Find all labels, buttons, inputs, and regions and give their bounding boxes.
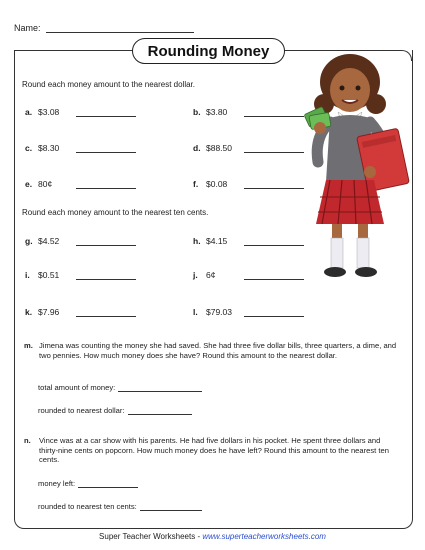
name-input-line[interactable] (46, 32, 194, 33)
answer-blank[interactable] (76, 144, 136, 153)
answer-blank[interactable] (76, 180, 136, 189)
student-illustration (300, 52, 420, 292)
problem-amount: $88.50 (206, 143, 232, 153)
word-problem-m (24, 341, 404, 373)
problem-i (25, 270, 136, 280)
problem-h (193, 236, 304, 246)
answer-blank[interactable] (140, 502, 202, 511)
problem-amount: $8.30 (38, 143, 60, 153)
problem-d (193, 143, 304, 153)
answer-total (38, 383, 202, 392)
problem-label: k. (25, 307, 33, 317)
answer-label: money left: (38, 479, 76, 488)
problem-a (25, 107, 136, 117)
problem-label: e. (25, 179, 33, 189)
problem-amount: $7.96 (38, 307, 60, 317)
answer-blank[interactable] (76, 271, 136, 280)
problem-amount: $0.51 (38, 270, 60, 280)
problem-label: c. (25, 143, 33, 153)
answer-blank[interactable] (244, 271, 304, 280)
problem-label: h. (193, 236, 201, 246)
problem-f (193, 179, 304, 189)
problem-amount: $4.15 (206, 236, 228, 246)
problem-amount: 80¢ (38, 179, 53, 189)
problem-label: b. (193, 107, 201, 117)
problem-c (25, 143, 136, 153)
problem-j (193, 270, 304, 280)
answer-blank[interactable] (244, 144, 304, 153)
problem-label: d. (193, 143, 201, 153)
answer-blank[interactable] (78, 479, 138, 488)
answer-blank[interactable] (76, 237, 136, 246)
problem-amount: $79.03 (206, 307, 232, 317)
section2-instruction: Round each money amount to the nearest ten cents. (22, 208, 209, 217)
word-problem-n (24, 436, 404, 468)
answer-blank[interactable] (244, 180, 304, 189)
problem-g (25, 236, 136, 246)
problem-amount: $4.52 (38, 236, 60, 246)
problem-label: a. (25, 107, 33, 117)
footer-url-link[interactable]: www.superteacherworksheets.com (202, 532, 326, 541)
answer-blank[interactable] (244, 237, 304, 246)
problem-label: j. (193, 270, 198, 280)
problem-text: Vince was at a car show with his parents. He had five dollars in his pocket. He spent three dollars and thirty-nine cents on popcorn. How much money does he have left? Round this amount to the nearest ten cents. (39, 436, 389, 464)
answer-blank[interactable] (118, 383, 202, 392)
answer-label: total amount of money: (38, 383, 116, 392)
problem-label: i. (25, 270, 30, 280)
answer-blank[interactable] (76, 108, 136, 117)
problem-b (193, 107, 304, 117)
problem-text: Jimena was counting the money she had saved. She had three five dollar bills, three quarters, a dime, and two pennies. How much money does she have? Round this amount to the nearest dollar. (39, 341, 397, 360)
problem-label: m. (24, 341, 33, 350)
answer-blank[interactable] (76, 308, 136, 317)
answer-label: rounded to nearest ten cents: (38, 502, 137, 511)
footer-brand: Super Teacher Worksheets - (99, 532, 203, 541)
section1-instruction: Round each money amount to the nearest dollar. (22, 80, 195, 89)
problem-amount: $3.08 (38, 107, 60, 117)
problem-label: n. (24, 436, 31, 445)
answer-money-left (38, 479, 138, 488)
answer-label: rounded to nearest dollar: (38, 406, 125, 415)
problem-amount: $0.08 (206, 179, 228, 189)
answer-blank[interactable] (244, 308, 304, 317)
page-title: Rounding Money (132, 38, 285, 64)
problem-k (25, 307, 136, 317)
problem-l (193, 307, 304, 317)
problem-e (25, 179, 136, 189)
footer (0, 532, 425, 541)
problem-label: f. (193, 179, 199, 189)
answer-rounded-dollar (38, 406, 192, 415)
problem-label: g. (25, 236, 33, 246)
answer-blank[interactable] (128, 406, 192, 415)
problem-label: l. (193, 307, 198, 317)
answer-blank[interactable] (244, 108, 304, 117)
problem-amount: 6¢ (206, 270, 216, 280)
name-label: Name: (14, 23, 41, 33)
answer-rounded-ten-cents (38, 502, 202, 511)
problem-amount: $3.80 (206, 107, 228, 117)
